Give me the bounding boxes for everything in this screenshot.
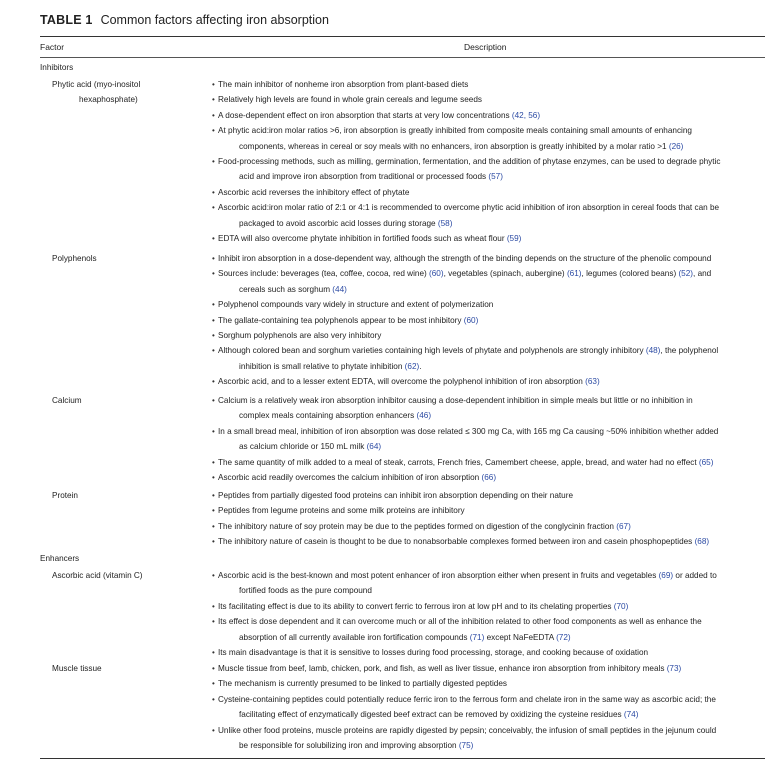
list-item: • Sorghum polyphenols are also very inhibitory: [212, 328, 768, 343]
list-item: • Calcium is a relatively weak iron absorption inhibitor causing a dose-dependent inhibition in simple meals but little or no inhibition in complex meals containing absorption enhancers (46): [212, 393, 768, 424]
factor-label: Protein: [52, 491, 78, 500]
factor-protein: [52, 488, 78, 503]
reference-link[interactable]: (74): [623, 710, 639, 720]
list-item: • The gallate-containing tea polyphenols appear to be most inhibitory (60): [212, 313, 768, 328]
list-item: • The same quantity of milk added to a meal of steak, carrots, French fries, Camembert cheese, apple, bread, and water had no effect (65): [212, 455, 768, 470]
factor-label: Ascorbic acid (vitamin C): [52, 571, 143, 580]
reference-link[interactable]: (66): [481, 473, 497, 483]
section-inhibitors: Inhibitors: [40, 63, 74, 72]
reference-link[interactable]: (63): [585, 377, 600, 387]
polyphenols-bullets: [212, 251, 768, 390]
reference-link[interactable]: (71): [469, 632, 485, 642]
list-item: • Polyphenol compounds vary widely in structure and extent of polymerization: [212, 297, 768, 312]
list-item: • Food-processing methods, such as milling, germination, fermentation, and the addition of phytase enzymes, can be used to degrade phytic acid and improve iron absorption from traditional or processed foods (57): [212, 154, 768, 185]
factor-label: Muscle tissue: [52, 664, 102, 673]
reference-link[interactable]: (72): [556, 632, 571, 642]
list-item: • Relatively high levels are found in whole grain cereals and legume seeds: [212, 92, 768, 107]
reference-link[interactable]: (59): [506, 234, 522, 244]
list-item: • The inhibitory nature of casein is thought to be due to nonabsorbable complexes formed between iron and casein phosphopeptides (68): [212, 534, 768, 549]
list-item: • Ascorbic acid reverses the inhibitory effect of phytate: [212, 185, 768, 200]
reference-link[interactable]: (48): [645, 346, 661, 356]
reference-link[interactable]: (42, 56): [511, 110, 541, 120]
reference-link[interactable]: (44): [332, 284, 347, 294]
reference-link[interactable]: (68): [694, 537, 710, 547]
list-item: • Inhibit iron absorption in a dose-dependent way, although the strength of the binding depends on the structure of the phenolic compound: [212, 251, 768, 266]
calcium-bullets: [212, 393, 768, 485]
table-title: Common factors affecting iron absorption: [100, 13, 329, 27]
list-item: • EDTA will also overcome phytate inhibition in fortified foods such as wheat flour (59): [212, 231, 768, 246]
reference-link[interactable]: (73): [666, 664, 682, 673]
phytic-acid-bullets: [212, 77, 768, 246]
reference-link[interactable]: (75): [458, 741, 474, 751]
top-rule: [40, 36, 765, 37]
header-description: Description: [464, 42, 507, 52]
reference-link[interactable]: (57): [488, 172, 503, 182]
reference-link[interactable]: (60): [429, 269, 444, 279]
list-item: • Unlike other food proteins, muscle proteins are rapidly digested by pepsin; conceivably, the infusion of small peptides in the jejunum could be responsible for solubilizing iron and improving absorption (75): [212, 723, 768, 754]
muscle-tissue-bullets: [212, 661, 768, 753]
header-factor: Factor: [40, 42, 65, 52]
ascorbic-acid-bullets: [212, 568, 768, 660]
list-item: • Although colored bean and sorghum varieties containing high levels of phytate and polyphenols are strongly inhibitory (48), the polyphenol inhibition is small relative to phytate inhibition (62).: [212, 343, 768, 374]
list-item: • Peptides from legume proteins and some milk proteins are inhibitory: [212, 503, 768, 518]
list-item: • Its effect is dose dependent and it can overcome much or all of the inhibition related to other food components as well as enhance the absorption of all currently available iron fortification compounds (71) except NaFeEDTA (72): [212, 614, 768, 645]
factor-label: Calcium: [52, 396, 82, 405]
list-item: • The main inhibitor of nonheme iron absorption from plant-based diets: [212, 77, 768, 92]
list-item: • Ascorbic acid is the best-known and most potent enhancer of iron absorption either when present in fruits and vegetables (69) or added to fortified foods as the pure compound: [212, 568, 768, 599]
factor-ascorbic-acid: [52, 568, 143, 583]
table-caption: [40, 12, 329, 28]
reference-link[interactable]: (70): [613, 601, 629, 611]
reference-link[interactable]: (60): [463, 315, 479, 325]
list-item: • A dose-dependent effect on iron absorption that starts at very low concentrations (42, 56): [212, 108, 768, 123]
protein-bullets: [212, 488, 768, 550]
reference-link[interactable]: (26): [668, 141, 684, 151]
factor-label: Phytic acid (myo-inositol: [52, 80, 141, 89]
factor-polyphenols: [52, 251, 97, 266]
section-enhancers: Enhancers: [40, 554, 80, 563]
reference-link[interactable]: (65): [698, 457, 714, 467]
factor-calcium: [52, 393, 82, 408]
reference-link[interactable]: (62): [404, 361, 420, 371]
factor-label: Polyphenols: [52, 254, 97, 263]
list-item: • Cysteine-containing peptides could potentially reduce ferric iron to the ferrous form and chelate iron in the same way as ascorbic acid; the facilitating effect of enzymatically digested beef extract can be removed by oxidizing the cysteine residues (74): [212, 692, 768, 723]
list-item: • Sources include: beverages (tea, coffee, cocoa, red wine) (60), vegetables (spinach, aubergine) (61), legumes (colored beans) (52), and cereals such as sorghum (44): [212, 266, 768, 297]
list-item: • The inhibitory nature of soy protein may be due to the peptides formed on digestion of the conglycinin fraction (67): [212, 519, 768, 534]
list-item: • Ascorbic acid, and to a lesser extent EDTA, will overcome the polyphenol inhibition of iron absorption (63): [212, 374, 768, 389]
list-item: • In a small bread meal, inhibition of iron absorption was dose related ≤ 300 mg Ca, with 165 mg Ca causing ~50% inhibition whether added as calcium chloride or 150 mL milk (64): [212, 424, 768, 455]
header-rule: [40, 57, 765, 58]
reference-link[interactable]: (64): [366, 442, 382, 452]
reference-link[interactable]: (67): [616, 521, 631, 531]
reference-link[interactable]: (61): [566, 269, 582, 279]
reference-link[interactable]: (69): [658, 571, 674, 580]
factor-muscle-tissue: [52, 661, 102, 676]
list-item: • Peptides from partially digested food proteins can inhibit iron absorption depending on their nature: [212, 488, 768, 503]
list-item: • Ascorbic acid readily overcomes the calcium inhibition of iron absorption (66): [212, 470, 768, 485]
factor-label-cont: hexaphosphate): [79, 95, 138, 105]
factor-phytic-acid: [52, 77, 140, 108]
list-item: • Muscle tissue from beef, lamb, chicken, pork, and fish, as well as liver tissue, enhance iron absorption from inhibitory meals (73): [212, 661, 768, 676]
list-item: • Ascorbic acid:iron molar ratio of 2:1 or 4:1 is recommended to overcome phytic acid inhibition of iron absorption in cereal foods that can be packaged to avoid ascorbic acid losses during storage (58): [212, 200, 768, 231]
list-item: • Its facilitating effect is due to its ability to convert ferric to ferrous iron at low pH and to its chelating properties (70): [212, 599, 768, 614]
list-item: • Its main disadvantage is that it is sensitive to losses during food processing, storage, and cooking because of oxidation: [212, 645, 768, 660]
reference-link[interactable]: (46): [416, 411, 432, 421]
list-item: • The mechanism is currently presumed to be linked to partially digested peptides: [212, 676, 768, 691]
reference-link[interactable]: (58): [437, 218, 453, 228]
list-item: • At phytic acid:iron molar ratios >6, iron absorption is greatly inhibited from composite meals containing small amounts of enhancing components, whereas in cereal or soy meals with no enhancers, iron absorption is greatly inhibited by a molar ratio >1 (26): [212, 123, 768, 154]
reference-link[interactable]: (52): [678, 269, 694, 279]
table-label: TABLE 1: [40, 13, 93, 27]
